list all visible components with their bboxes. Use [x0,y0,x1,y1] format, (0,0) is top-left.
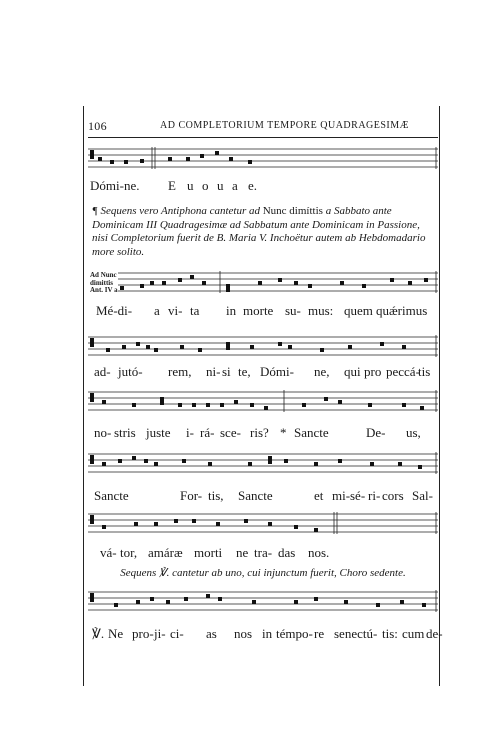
syllable: De- [366,425,386,440]
syllable: quǽrimus [376,303,428,318]
syllable: Sancte [294,425,329,440]
syllable: a [154,303,160,318]
syllable: de- [426,626,443,641]
syllable: su- [285,303,301,318]
syllable: tis [418,364,431,379]
staff-3 [88,335,438,365]
syllable: amáræ [148,545,183,560]
syllable: témpo- [276,626,313,641]
syllable: tis, [208,488,224,503]
staff-3-svg [88,335,438,365]
syllable: Sancte [94,488,129,503]
syllable: cors [382,488,404,503]
rubric-prefix: ¶ Sequens vero Antiphona cantetur ad [92,205,260,217]
running-header [88,119,438,133]
syllable: ni- [206,364,221,379]
staff-2-svg [118,271,438,301]
syllable: vi- [168,303,183,318]
syllable: morti [194,545,223,560]
syllable: stris [114,425,136,440]
header-rule [88,137,438,138]
rubric-nunc: Nunc dimíttis [262,205,323,217]
syllable: sce- [220,425,241,440]
syllable: us, [406,425,421,440]
syllable: as [206,626,217,641]
staff-6 [88,512,438,542]
syllable: mi- [332,488,351,503]
page-number: 106 [88,119,107,133]
syllable: ci- [170,626,184,641]
syllable: cum [402,626,425,641]
staff-6-svg [88,512,438,542]
syllable: tor, [120,545,138,560]
syllable: juste [146,425,171,440]
syllable: rá- [200,425,215,440]
lyric-line-6 [88,545,438,563]
staff-4-svg [88,390,438,420]
syllable: Sancte [238,488,273,503]
staff-1 [88,147,438,177]
lyric-line-3 [88,364,438,382]
lyric-line-4 [88,425,438,443]
staff-7 [88,590,438,620]
syllable: Ne [108,626,124,641]
syllable: pro [364,364,382,379]
antiphon-label-line: Ad Nunc [90,271,117,279]
staff-2 [118,271,438,301]
syllable: Mé-di- [96,303,133,318]
lyric-line-7 [88,626,443,644]
syllable: in [226,303,237,318]
rubric-instruction [92,205,436,259]
lyric-line-1 [88,178,438,196]
syllable: rem, [168,364,192,379]
syllable: e. [248,178,258,193]
syllable: i- [186,425,194,440]
staff-5 [88,452,438,482]
syllable: re [314,626,325,641]
syllable: si [222,364,231,379]
syllable: Dómi- [260,364,294,379]
syllable: ji- [154,626,166,641]
syllable: E [168,178,176,193]
syllable: o [202,178,209,193]
syllable: in [262,626,273,641]
syllable: ne, [314,364,330,379]
syllable: qui [344,364,361,379]
syllable: a [232,178,238,193]
syllable: senectú- [334,626,378,641]
syllable: no- [94,425,112,440]
syllable: u [187,178,194,193]
syllable: u [217,178,224,193]
syllable: ad- [94,364,111,379]
syllable: Dómi-ne. [90,178,140,193]
staff-1-svg [88,147,438,177]
syllable: ne [236,545,249,560]
antiphon-label-line: Ant. IV a [90,286,118,294]
syllable: nos. [308,545,330,560]
syllable: tra- [254,545,273,560]
syllable: peccá- [386,364,420,379]
syllable: mus: [308,303,334,318]
rubric-body: a Sabbato ante Dominicam III Quadragesimæ ad Sabbatum ante Dominicam in Passione, nisi Completorium fuerit de B. Maria V. Inchoëtur autem ab Hebdomadario more solito. [92,205,426,258]
syllable: jutó- [118,364,143,379]
syllable: te, [238,364,251,379]
syllable: sé- [350,488,366,503]
staff-5-svg [88,452,438,482]
lyric-line-5 [88,488,438,506]
syllable: tis: [382,626,398,641]
syllable: vá- [100,545,117,560]
running-title: AD COMPLETORIUM TEMPORE QUADRAGESIMÆ [160,120,410,131]
syllable: ris? [250,425,269,440]
staff-4 [88,390,438,420]
antiphon-label-line: dimittis [90,278,113,287]
syllable: ℣. [92,626,105,641]
syllable: morte [243,303,274,318]
syllable: das [278,545,296,560]
syllable: ri- [368,488,381,503]
syllable: et [314,488,324,503]
syllable: Sal- [412,488,433,503]
syllable: ta [190,303,200,318]
staff-7-svg [88,590,438,620]
antiphon-label [90,272,118,295]
syllable: pro- [132,626,154,641]
rubric-versicle-instruction: Sequens ℣. cantetur ab uno, cui injunctum fuerit, Choro sedente. [120,567,406,579]
syllable: For- [180,488,203,503]
lyric-line-2 [88,303,438,321]
syllable: * [280,425,287,440]
syllable: quem [344,303,373,318]
syllable: nos [234,626,253,641]
